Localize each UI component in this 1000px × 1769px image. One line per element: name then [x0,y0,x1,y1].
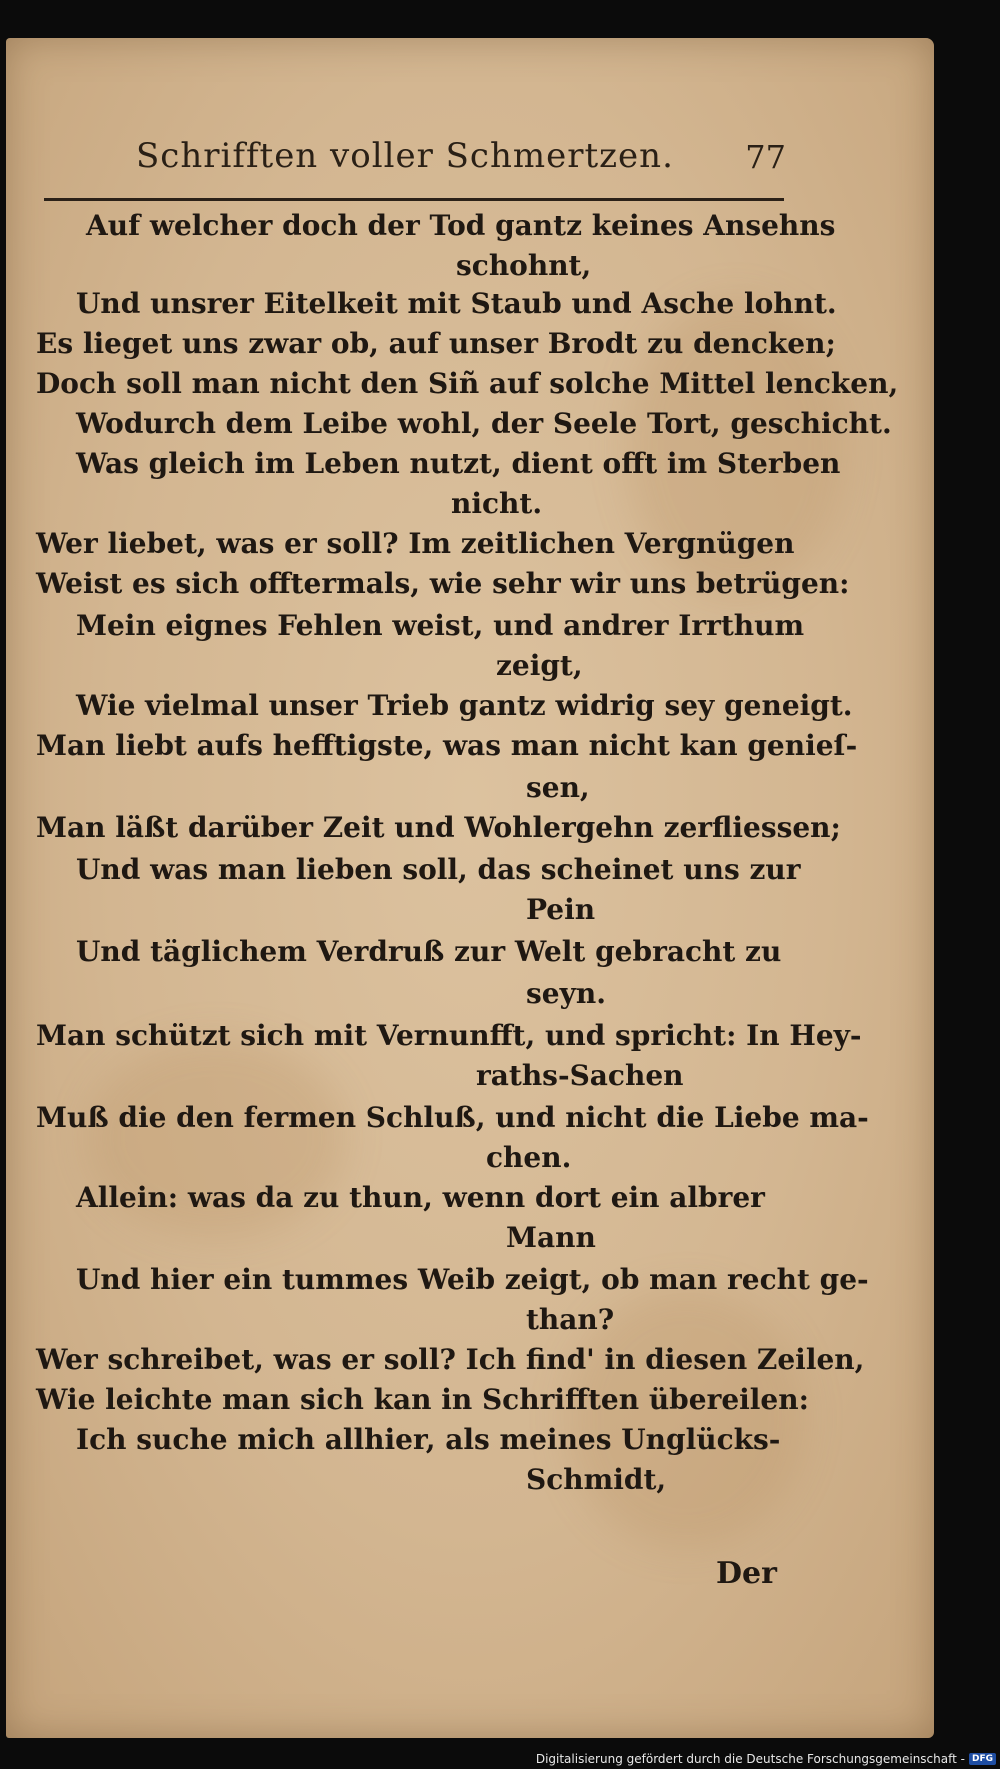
text-line: Wie vielmal unser Trieb gantz widrig sey geneigt. [76,689,853,722]
text-line: Schmidt, [526,1463,667,1496]
text-line: schohnt, [456,249,592,282]
text-line: Und hier ein tummes Weib zeigt, ob man recht ge- [76,1263,869,1296]
text-line: Wer liebet, was er soll? Im zeitlichen Vergnügen [36,527,795,560]
page-number: 77 [745,138,786,176]
text-line: Allein: was da zu thun, wenn dort ein albrer [76,1181,765,1214]
text-line: than? [526,1303,615,1336]
credit-text: Digitalisierung gefördert durch die Deutsche Forschungsgemeinschaft - [535,1752,965,1766]
text-line: Und was man lieben soll, das scheinet uns zur [76,853,801,886]
text-line: Und täglichem Verdruß zur Welt gebracht zu [76,935,782,968]
text-line: Weist es sich offtermals, wie sehr wir uns betrügen: [36,567,850,600]
text-line: chen. [486,1141,572,1174]
text-line: Mein eignes Fehlen weist, und andrer Irrthum [76,609,805,642]
dfg-logo-icon: DFG [969,1753,996,1765]
text-line: Doch soll man nicht den Siñ auf solche Mittel lencken, [36,367,899,400]
text-line: Und unsrer Eitelkeit mit Staub und Asche lohnt. [76,287,837,320]
text-line: sen, [526,771,590,804]
text-line: Pein [526,893,596,926]
text-line: nicht. [451,487,543,520]
text-line: raths-Sachen [476,1059,684,1092]
page-header [136,136,786,186]
text-line: Mann [506,1221,596,1254]
text-line: Was gleich im Leben nutzt, dient offt im Sterben [76,447,841,480]
text-line: Wie leichte man sich kan in Schrifften übereilen: [36,1383,809,1416]
text-line: Ich suche mich allhier, als meines Unglücks- [76,1423,781,1456]
text-line: Man schützt sich mit Vernunfft, und spricht: In Hey- [36,1019,862,1052]
text-line: Auf welcher doch der Tod gantz keines Ansehns [86,209,836,242]
text-line: Muß die den fermen Schluß, und nicht die Liebe ma- [36,1101,869,1134]
text-line: Man läßt darüber Zeit und Wohlergehn zerfliessen; [36,811,841,844]
text-line: seyn. [526,977,606,1010]
digitization-credit [536,1752,996,1766]
book-page [6,38,934,1738]
text-line: Wodurch dem Leibe wohl, der Seele Tort, geschicht. [76,407,892,440]
header-rule [44,198,784,201]
text-line: Wer schreibet, was er soll? Ich find' in diesen Zeilen, [36,1343,865,1376]
text-line: Es lieget uns zwar ob, auf unser Brodt zu dencken; [36,327,836,360]
running-title: Schrifften voller Schmertzen. [136,136,674,176]
text-line: zeigt, [496,649,583,682]
text-line: Man liebt aufs hefftigste, was man nicht kan genieſ- [36,729,858,762]
catchword: Der [716,1556,777,1591]
